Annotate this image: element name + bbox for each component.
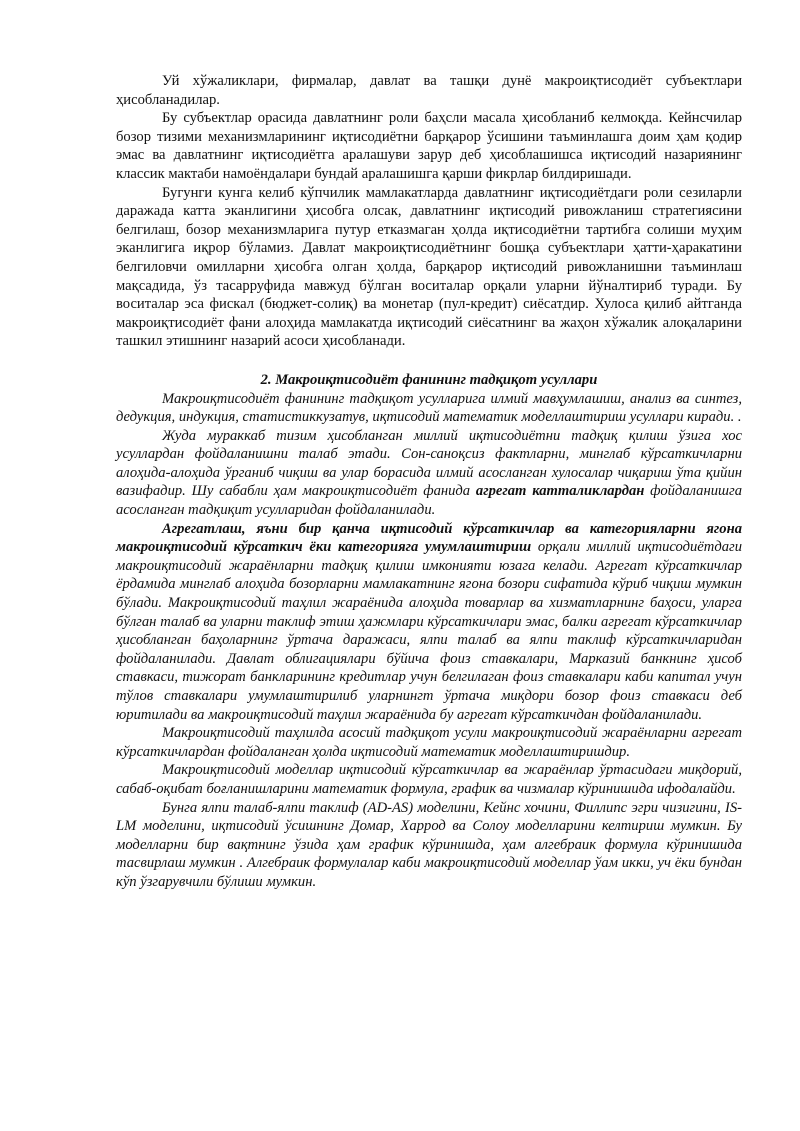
paragraph — [116, 520, 742, 725]
paragraph: Макроиқтисодий таҳлилда асосий тадқиқот усули макроиқтисодий жараёнларни агрегат кўрсаткичлардан фойдаланган ҳолда иқтисодий математик моделлаштиришдир. — [116, 725, 742, 760]
document-page — [116, 72, 742, 892]
spacer — [116, 351, 742, 371]
bold-definition: Агрегатлаш, яъни бир қанча иқтисодий кўрсаткичлар ва категорияларни ягона макроиқтисодий кўрсаткич ёки категорияга умумлаштириш — [116, 520, 742, 556]
paragraph: Бугунги кунга келиб кўпчилик мамлакатларда давлатнинг иқтисодиётдаги роли сезиларли даражада катта эканлигини ҳисобга олсак, давлатнинг иқтисодий ривожланиш стратегиясини белгилаш, бозор механизмларига путур етказмаган ҳолда иқтисодиётни тартибга солиши муҳим эканлигига иқрор бўламиз. Давлат макроиқтисодиётнинг бошқа субъектлари ҳатти-ҳаракатини белгиловчи омилларни ҳисобга олган ҳолда, барқарор иқтисодий ривожланишни таъминлаш мақсадида, ўз тасарруфида мавжуд бўлган воситалар орқали уларни йўналтириб туради. Бу воситалар эса фискал (бюджет-солиқ) ва монетар (пул-кредит) сиёсатдир. Хулоса қилиб айтганда макроиқтисодиёт фани алоҳида мамлакатда иқтисодий сиёсатнинг ва жаҳон хўжалик алоқаларини ташкил этишнинг назарий асоси ҳисобланади. — [116, 184, 742, 350]
paragraph: Макроиқтисодиёт фанининг тадқиқот усулларига илмий мавҳумлашиш, анализ ва синтез, дедукция, индукция, статистиккузатув, иқтисодий математик моделлаштириш усуллари киради. . — [116, 390, 742, 426]
paragraph: Бунга ялпи талаб-ялпи таклиф (AD-AS) моделини, Кейнс хочини, Филлипс эгри чизигини, IS-LM моделини, иқтисодий ўсишнинг Домар, Харрод ва Солоу моделларини келтириш мумкин. Бу моделларни бир вақтнинг ўзида ҳам график кўринишда, ҳам алгебраик формула кўринишида тасвирлаш мумкин . Алгебраик формулалар каби макроиқтисодий моделлар ўам икки, уч ёки бундан кўп ўзгарувчили бўлиши мумкин. — [116, 799, 742, 890]
paragraph-text: орқали миллий иқтисодиётдаги макроиқтисодий жараёнларни тадқиқ қилиш имконияти юзага келади. Агрегат кўрсаткичлар ёрдамида минглаб алоҳида бозорларни мамлакатнинг ягона бозори сифатида кўриб чиқиш мумкин бўлади. Макроиқтисодий таҳлил жараёнида алоҳида товарлар ва хизматларнинг баҳоси, уларга бўлган талаб ва уларни таклиф этиш ҳажмлари кўрсаткичлари эмас, балки агрегат кўрсаткичлар ҳисобланган баҳоларнинг ўртача даражаси, ялпи талаб ва ялпи таклиф кўрсаткичларидан фойдаланилади. Давлат облигациялари бўйича фоиз ставкалари, Марказий банкнинг ҳисоб ставкаси, тижорат банкларининг кредитлар учун белгилаган фоиз ставкалари каби капитал учун тўлов ставкалари умумлаштирилиб уларнингт ўртача миқдори бозор фоиз ставкаси деб юритилади ва макроиқтисодий таҳлил жараёнида бу агрегат кўрсаткичдан фойдаланилади. — [116, 539, 742, 723]
paragraph: Макроиқтисодий моделлар иқтисодий кўрсаткичлар ва жараёнлар ўртасидаги миқдорий, сабаб-оқибат боғланишларини математик формула, график ва чизмалар кўринишида ифодалайди. — [116, 762, 742, 797]
paragraph: Бу субъектлар орасида давлатнинг роли баҳсли масала ҳисобланиб келмоқда. Кейнсчилар бозор тизими механизмларининг иқтисодиётни барқарор ўсишини таъминлашга доим ҳам қодир эмас ва давлатнинг иқтисодиётга аралашуви зарур деб ҳисоблашишса иқтисодий назариянинг классик мактаби намоёндалари бундай аралашишга қарши фикрлар билдиришади. — [116, 110, 742, 182]
paragraph-text: фойдаланишга асосланган тадқиқит усулларидан фойдаланилади. — [116, 483, 742, 519]
section-heading: 2. Макроиқтисодиёт фанининг тадқиқот усуллари — [260, 371, 598, 388]
paragraph — [116, 427, 742, 520]
paragraph-text: Жуда мураккаб тизим ҳисобланган миллий иқтисодиётни тадқиқ қилиш ўзига хос усуллардан фойдаланишни талаб этади. Сон-саноқсиз фактларни, минглаб кўрсаткичларни алоҳида-алоҳида ўрганиб чиқиш ва улар борасида илмий асосланган хулосалар чиқариш ўта қийин вазифадир. Шу сабабли ҳам макроиқтисодиёт фанида — [116, 427, 742, 500]
paragraph: Уй хўжаликлари, фирмалар, давлат ва ташқи дунё макроиқтисодиёт субъектлари ҳисобланадилар. — [116, 73, 742, 108]
bold-term: агрегат катталиклардан — [475, 483, 645, 500]
